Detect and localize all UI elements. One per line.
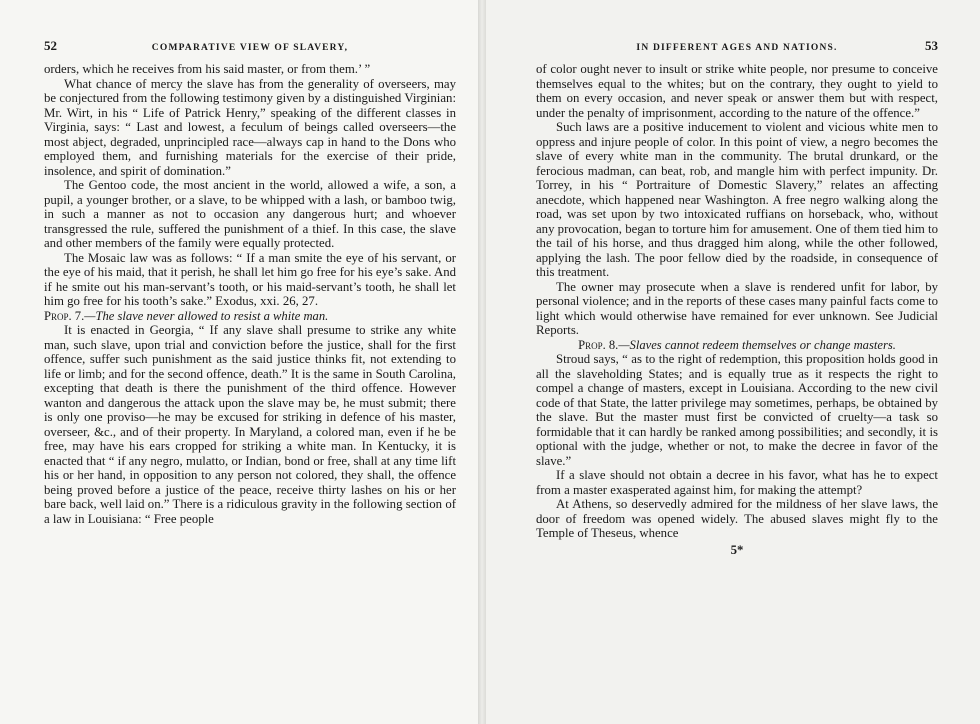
left-page-body [44, 62, 456, 526]
page-number: 53 [925, 38, 938, 53]
proposition-label: Prop. 7. [44, 308, 85, 323]
paragraph: It is enacted in Georgia, “ If any slave shall presume to strike any white man, such slave, upon trial and conviction before the justice, shall for the first offence, suffer such punishment as the said justice thinks fit, not extending to life or limb; and for the second offence, death.” It is the same in South Carolina, excepting that death is there the punishment of the third offence. However wanton and dangerous the attack upon the slave may be, he must submit; there is only one proviso—he may be excused for striking in defence of his master, overseer, &c., and of their property. In Maryland, a colored man, even if he be free, may have his ears cropped for striking a white man. In Kentucky, it is enacted that “ if any negro, mulatto, or Indian, bond or free, shall at any time lift his or her hand, in opposition to any person not colored, they shall, the offence being proved before a justice of the peace, receive thirty lashes on his or her bare back, well laid on.” There is a ridiculous gravity in the following section of a law in Louisiana: “ Free people [44, 323, 456, 526]
book-gutter [478, 0, 486, 724]
paragraph: At Athens, so deservedly admired for the mildness of her slave laws, the door of freedom was opened widely. The abused slaves might fly to the Temple of Theseus, whence [536, 497, 938, 540]
proposition-title: —Slaves cannot redeem themselves or change masters. [618, 337, 896, 352]
paragraph: What chance of mercy the slave has from the generality of overseers, may be conjectured from the following testimony given by a distinguished Virginian: Mr. Wirt, in his “ Life of Patrick Henry,” speaking of the different classes in Virginia, says: “ Last and lowest, a feculum of beings called overseers—the most abject, degraded, unprincipled race—always cap in hand to the Dons who employed them, and furnishing materials for the exercise of their pride, insolence, and spirit of domination.” [44, 76, 456, 178]
running-head: IN DIFFERENT AGES AND NATIONS. [636, 43, 838, 53]
proposition-heading [536, 338, 938, 353]
paragraph: The owner may prosecute when a slave is rendered unfit for labor, by personal violence; and in the reports of these cases many painful facts come to light which would otherwise have remained for ever unknown. See Judicial Reports. [536, 279, 938, 337]
left-page-header [44, 38, 456, 62]
left-page [0, 0, 478, 724]
paragraph: The Gentoo code, the most ancient in the world, allowed a wife, a son, a pupil, a younger brother, or a slave, to be whipped with a lash, or bamboo twig, in such a manner as not to occasion any dangerous hurt; and whoever transgressed the rule, suffered the punishment of a thief. In this case, the slave and other members of the family were equally protected. [44, 178, 456, 250]
proposition-title: —The slave never allowed to resist a white man. [84, 308, 329, 323]
paragraph: The Mosaic law was as follows: “ If a man smite the eye of his servant, or the eye of his maid, that it perish, he shall let him go free for his eye’s sake. And if he smite out his man-servant’s tooth, or his maid-servant’s tooth, he shall let him go free for his tooth’s sake.” Exodus, xxi. 26, 27. [44, 250, 456, 308]
right-page-body [536, 62, 938, 557]
page-number: 52 [44, 38, 57, 53]
right-page [486, 0, 980, 724]
proposition-heading [44, 309, 456, 324]
proposition-label: Prop. 8. [578, 337, 619, 352]
paragraph: Such laws are a positive inducement to violent and vicious white men to oppress and injure people of color. In this point of view, a negro becomes the slave of every white man in the community. The brutal drunkard, or the ferocious madman, can beat, rob, and mangle him with perfect impunity. Dr. Torrey, in his “ Portraiture of Domestic Slavery,” relates an affecting anecdote, which happened near Washington. A free negro walking along the road, was set upon by two intoxicated ruffians on horseback, who, without any provocation, began to torture him for amusement. One of them tied him to the tail of his horse, and thus dragged him along, while the other followed, applying the lash. The poor fellow died by the roadside, in consequence of this treatment. [536, 120, 938, 279]
paragraph: If a slave should not obtain a decree in his favor, what has he to expect from a master exasperated against him, for making the attempt? [536, 468, 938, 497]
paragraph: Stroud says, “ as to the right of redemption, this proposition holds good in all the slaveholding States; and is equally true as it respects the right to compel a change of masters, except in Louisiana. According to the new civil code of that State, the latter privilege may sometimes, perhaps, be obtained by the slave. But the master must first be convicted of cruelty—a task so formidable that it can hardly be ranked among possibilities; and secondly, it is optional with the judge, whether or not, to make the decree in favor of the slave.” [536, 352, 938, 468]
running-head: COMPARATIVE VIEW OF SLAVERY, [151, 43, 349, 53]
right-page-header [536, 38, 938, 62]
signature-mark: 5* [730, 542, 744, 557]
paragraph: of color ought never to insult or strike white people, nor presume to conceive themselves equal to the whites; but on the contrary, they ought to yield to them on every occasion, and never speak or answer them but with respect, under the penalty of imprisonment, according to the nature of the offence.” [536, 62, 938, 120]
paragraph: orders, which he receives from his said master, or from them.’ ” [44, 62, 371, 76]
